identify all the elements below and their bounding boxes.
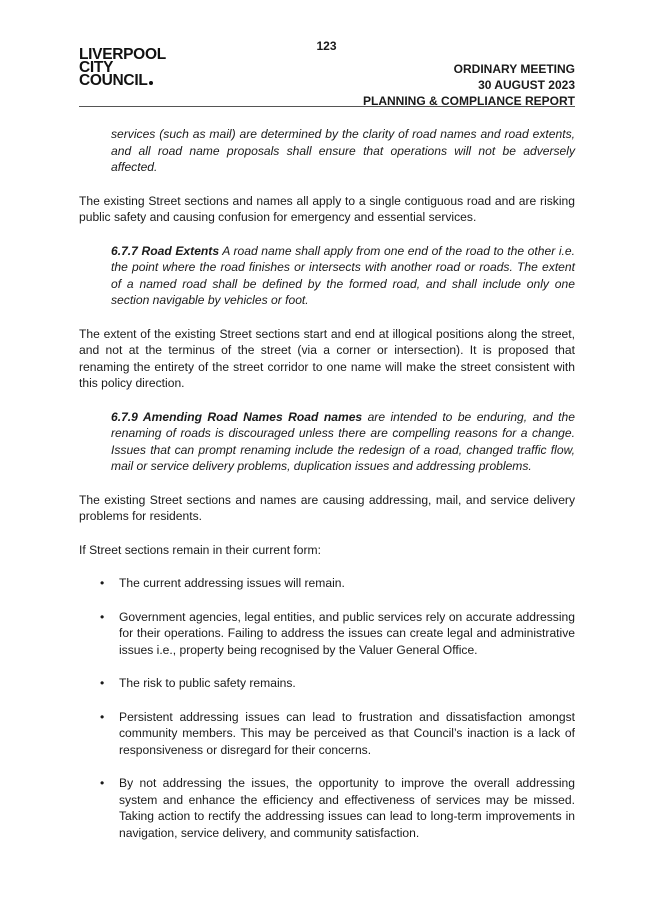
report-header: [363, 61, 575, 109]
bullet-icon: •: [100, 776, 105, 790]
bullet-icon: •: [100, 609, 105, 624]
body-paragraph-2: The extent of the existing Street sections start and end at illogical positions along the street, and not at the terminus of the street (via a corner or intersection). It is proposed that renaming the entirety of the street corridor to one name will make the street consistent with this policy direction.: [79, 326, 575, 390]
policy-heading-road-extents: 6.7.7 Road Extents: [111, 243, 220, 258]
body-paragraph-3: The existing Street sections and names are causing addressing, mail, and service delivery problems for residents.: [79, 492, 575, 523]
bullet-icon: •: [100, 709, 105, 724]
body-paragraph-1: The existing Street sections and names all apply to a single contiguous road and are risking public safety and causing confusion for emergency and essential services.: [79, 193, 575, 224]
list-item: [79, 675, 575, 692]
body-paragraph-4: If Street sections remain in their current form:: [79, 542, 321, 557]
policy-quote-road-extents: [111, 243, 575, 309]
logo-line-3: [79, 74, 166, 87]
consequences-list: [79, 575, 575, 841]
meeting-date: 30 AUGUST 2023: [478, 78, 575, 92]
policy-quote-amending-names: [111, 409, 575, 475]
report-section: PLANNING & COMPLIANCE REPORT: [362, 94, 575, 108]
list-item: [79, 609, 575, 659]
page-number: 123: [316, 39, 337, 53]
logo-line-2: CITY: [79, 59, 114, 76]
list-item: [79, 775, 575, 841]
report-body: [79, 126, 575, 858]
logo-dot-icon: [149, 81, 153, 85]
policy-quote-continuation: services (such as mail) are determined by the clarity of road names and road extents, and all road name proposals shall ensure that operations will not be adversely affected.: [111, 127, 575, 174]
list-item-text: Government agencies, legal entities, and public services rely on accurate addressing for their operations. Failing to address the issues can create legal and administrative issues i.e., property being recognised by the Valuer General Office.: [119, 609, 575, 657]
council-logo: [79, 48, 166, 87]
logo-line-1: LIVERPOOL: [79, 46, 166, 63]
bullet-icon: •: [100, 676, 105, 690]
list-item-text: Persistent addressing issues can lead to frustration and dissatisfaction amongst community members. This may be perceived as that Council’s inaction is a lack of responsiveness or disregard for their concerns.: [119, 709, 575, 757]
list-item-text: By not addressing the issues, the opportunity to improve the overall addressing system and enhance the efficiency and effectiveness of services may be missed. Taking action to rectify the addressing issues can lead to long-term improvements in navigation, service delivery, and community satisfaction.: [119, 776, 575, 840]
list-item: [79, 575, 575, 592]
policy-text-amending-names: are intended to be enduring, and the renaming of roads is discouraged unless there are compelling reasons for a change. Issues that can prompt renaming include the redesign of a road, changed traffic flow, mail or service delivery problems, duplication issues and addressing problems.: [111, 409, 575, 473]
list-item-text: The current addressing issues will remain.: [119, 576, 345, 590]
logo-line-3-text: COUNCIL: [79, 72, 148, 89]
list-item-text: The risk to public safety remains.: [119, 676, 296, 690]
meeting-type: ORDINARY MEETING: [453, 62, 575, 76]
header-divider: [79, 106, 575, 107]
policy-heading-amending-names: 6.7.9 Amending Road Names Road names: [111, 409, 363, 424]
policy-text-road-extents: A road name shall apply from one end of the road to the other i.e. the point where the road finishes or intersects with another road or roads. The extent of a named road shall be defined by the formed road, and shall include only one section navigable by vehicles or foot.: [111, 243, 575, 307]
bullet-icon: •: [100, 576, 105, 590]
list-item: [79, 709, 575, 759]
